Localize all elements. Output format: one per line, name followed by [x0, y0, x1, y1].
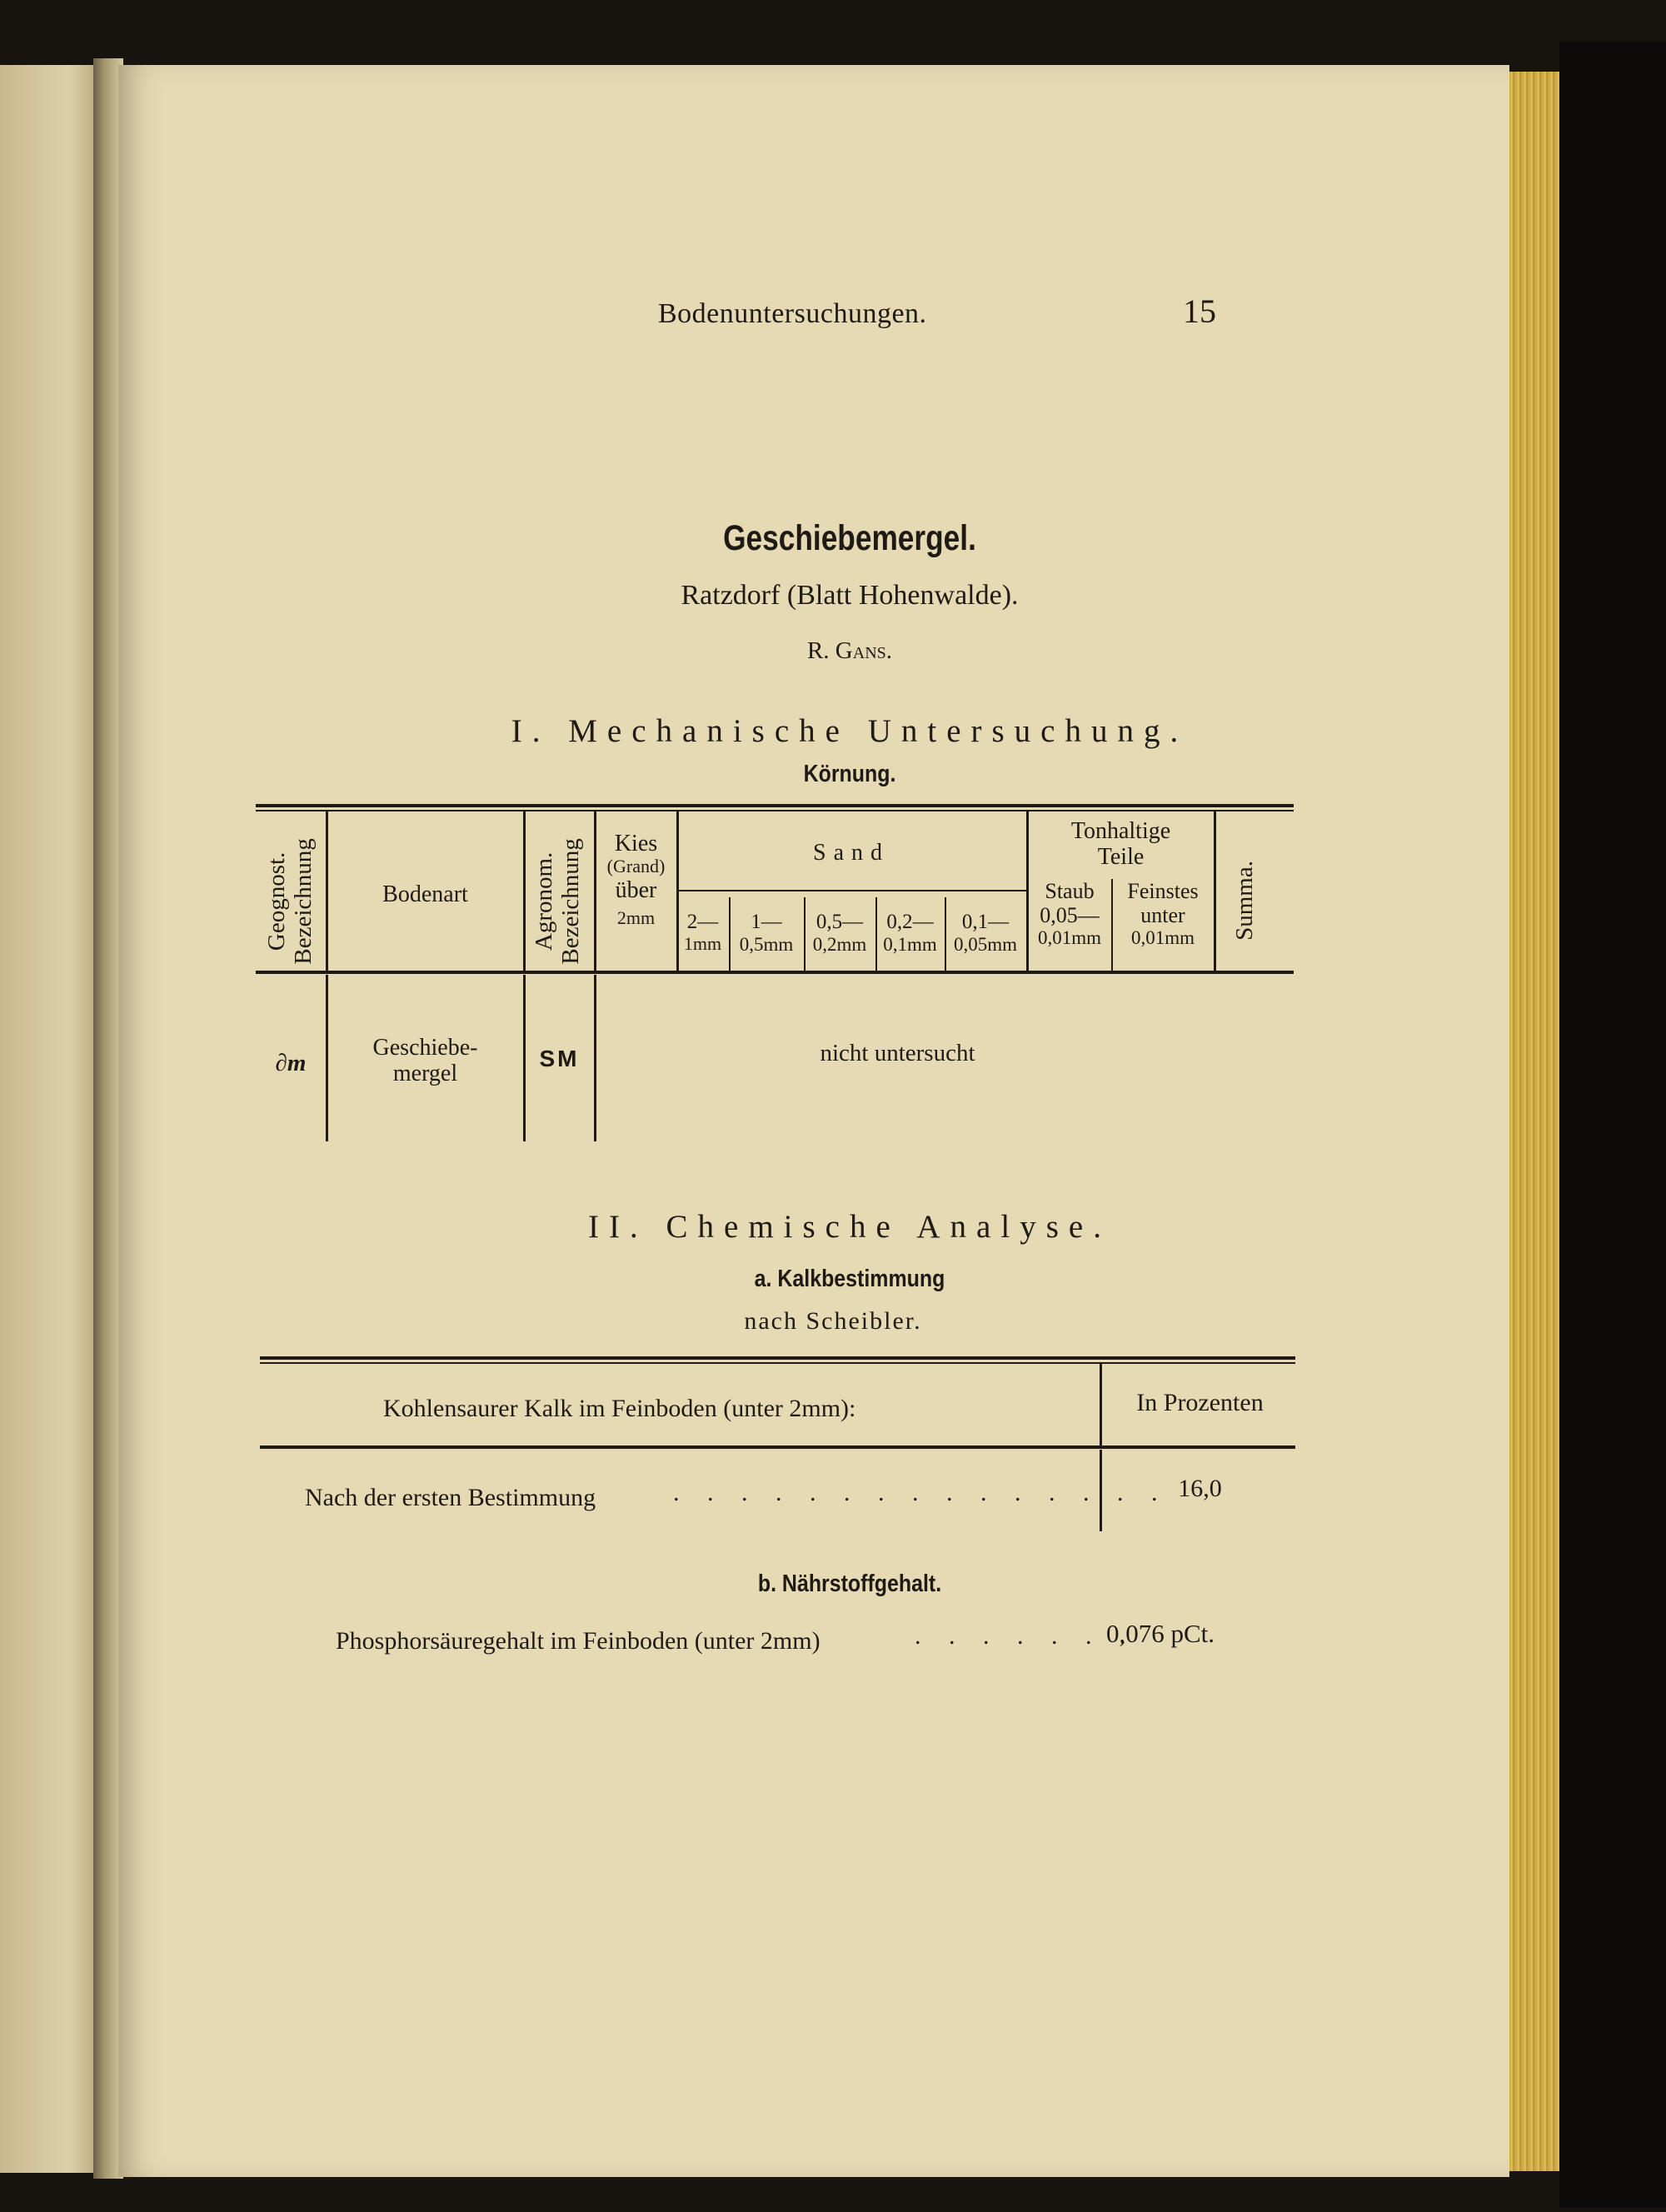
cell-text: mergel: [392, 1061, 458, 1087]
author: R. Gans.: [806, 637, 893, 664]
header-text: Kies: [614, 831, 658, 856]
header-text: 0,01mm: [1130, 927, 1195, 949]
row-value: 16,0: [1178, 1475, 1222, 1502]
header-text: 1—: [751, 911, 782, 933]
header-sand-2-1: [676, 911, 729, 955]
header-text: 0,05mm: [953, 934, 1018, 955]
header-text: 1mm: [683, 933, 722, 954]
row-label: Nach der ersten Bestimmung: [305, 1484, 596, 1511]
header-text: 0,1mm: [883, 934, 937, 955]
dot-leader: . . . . . . . . . . . . . . .: [673, 1479, 1169, 1506]
header-sand-01-005: [945, 911, 1026, 956]
phosphor-value: 0,076 pCt.: [1106, 1619, 1215, 1648]
header-text: über: [615, 876, 657, 903]
header-text: 0,5mm: [739, 934, 794, 955]
header-feinstes: [1112, 879, 1214, 949]
header-summa: [1232, 826, 1259, 976]
header-text: 0,05—: [1040, 903, 1100, 928]
table-header-rule: [260, 1446, 1295, 1449]
table-header-rule: [256, 971, 1294, 974]
sand-subrule: [676, 890, 1026, 891]
header-text: 0,1—: [961, 911, 1010, 933]
phosphor-label: Phosphorsäuregehalt im Feinboden (unter 2mm): [336, 1627, 821, 1655]
table-top-rule-thin: [260, 1362, 1295, 1364]
dot-leader: . . . . . . .: [915, 1622, 1137, 1650]
running-head: Bodenuntersuchungen.: [658, 298, 927, 329]
table-header-unit: In Prozenten: [1136, 1389, 1264, 1416]
header-text: Staub: [1045, 879, 1095, 903]
header-text: unter: [1140, 903, 1185, 928]
col-divider: [523, 811, 526, 971]
section2-sub-a: a. Kalkbestimmung: [754, 1266, 945, 1292]
page-number: 15: [1183, 292, 1216, 330]
page-title: Geschiebemergel.: [723, 518, 976, 558]
header-text: 0,01mm: [1037, 927, 1102, 949]
header-tonhaltige: [1028, 818, 1214, 871]
page-edges: [1509, 72, 1559, 2171]
table-top-rule-thin: [256, 810, 1294, 811]
locality: Ratzdorf (Blatt Hohenwalde).: [681, 580, 1019, 611]
col-divider: [1214, 811, 1216, 971]
row-bodenart: [327, 1035, 523, 1087]
grain-size-table: [256, 804, 1294, 1141]
header-text: 2mm: [616, 907, 656, 929]
header-text: 0,2mm: [812, 934, 867, 955]
header-geognost: [264, 818, 317, 985]
header-text: Feinstes: [1127, 879, 1199, 903]
cell-text: Geschiebe-: [372, 1035, 478, 1061]
header-text: Bezeichnung: [290, 838, 317, 965]
row-agronom: SM: [539, 1046, 580, 1071]
header-text: Tonhaltige: [1070, 818, 1171, 844]
header-text: 2—: [686, 911, 719, 933]
header-sand-05-02: [804, 911, 875, 956]
header-text: Geognost.: [263, 851, 291, 951]
header-sand-02-01: [875, 911, 945, 956]
header-text: Summa.: [1231, 861, 1259, 941]
header-text: Agronom.: [531, 851, 558, 951]
table-top-rule: [260, 1356, 1295, 1360]
header-agronom: [531, 818, 585, 985]
header-sand: Sand: [813, 840, 890, 866]
header-text: (Grand): [606, 856, 666, 877]
header-text: Teile: [1097, 844, 1145, 871]
section2-heading: II. Chemische Analyse.: [588, 1209, 1111, 1245]
header-kies: [596, 831, 676, 929]
header-text: 0,5—: [816, 911, 864, 933]
table-top-rule: [256, 804, 1294, 807]
section1-subheading: Körnung.: [803, 761, 896, 787]
header-staub: [1028, 879, 1111, 949]
section2-sub-b: b. Nährstoffgehalt.: [757, 1570, 942, 1597]
header-text: Bezeichnung: [557, 838, 584, 965]
table-header-label: Kohlensaurer Kalk im Feinboden (unter 2mm):: [383, 1395, 856, 1422]
facing-page: [0, 65, 98, 2173]
book-cover: [1559, 42, 1666, 2208]
row-geognost: ∂m: [275, 1050, 307, 1076]
header-sand-1-05: [729, 911, 804, 956]
header-bodenart: Bodenart: [382, 881, 468, 907]
header-text: 0,2—: [886, 911, 934, 933]
section1-heading: I. Mechanische Untersuchung.: [511, 713, 1189, 749]
method-note: nach Scheibler.: [744, 1307, 922, 1335]
row-note: nicht untersucht: [820, 1040, 975, 1066]
